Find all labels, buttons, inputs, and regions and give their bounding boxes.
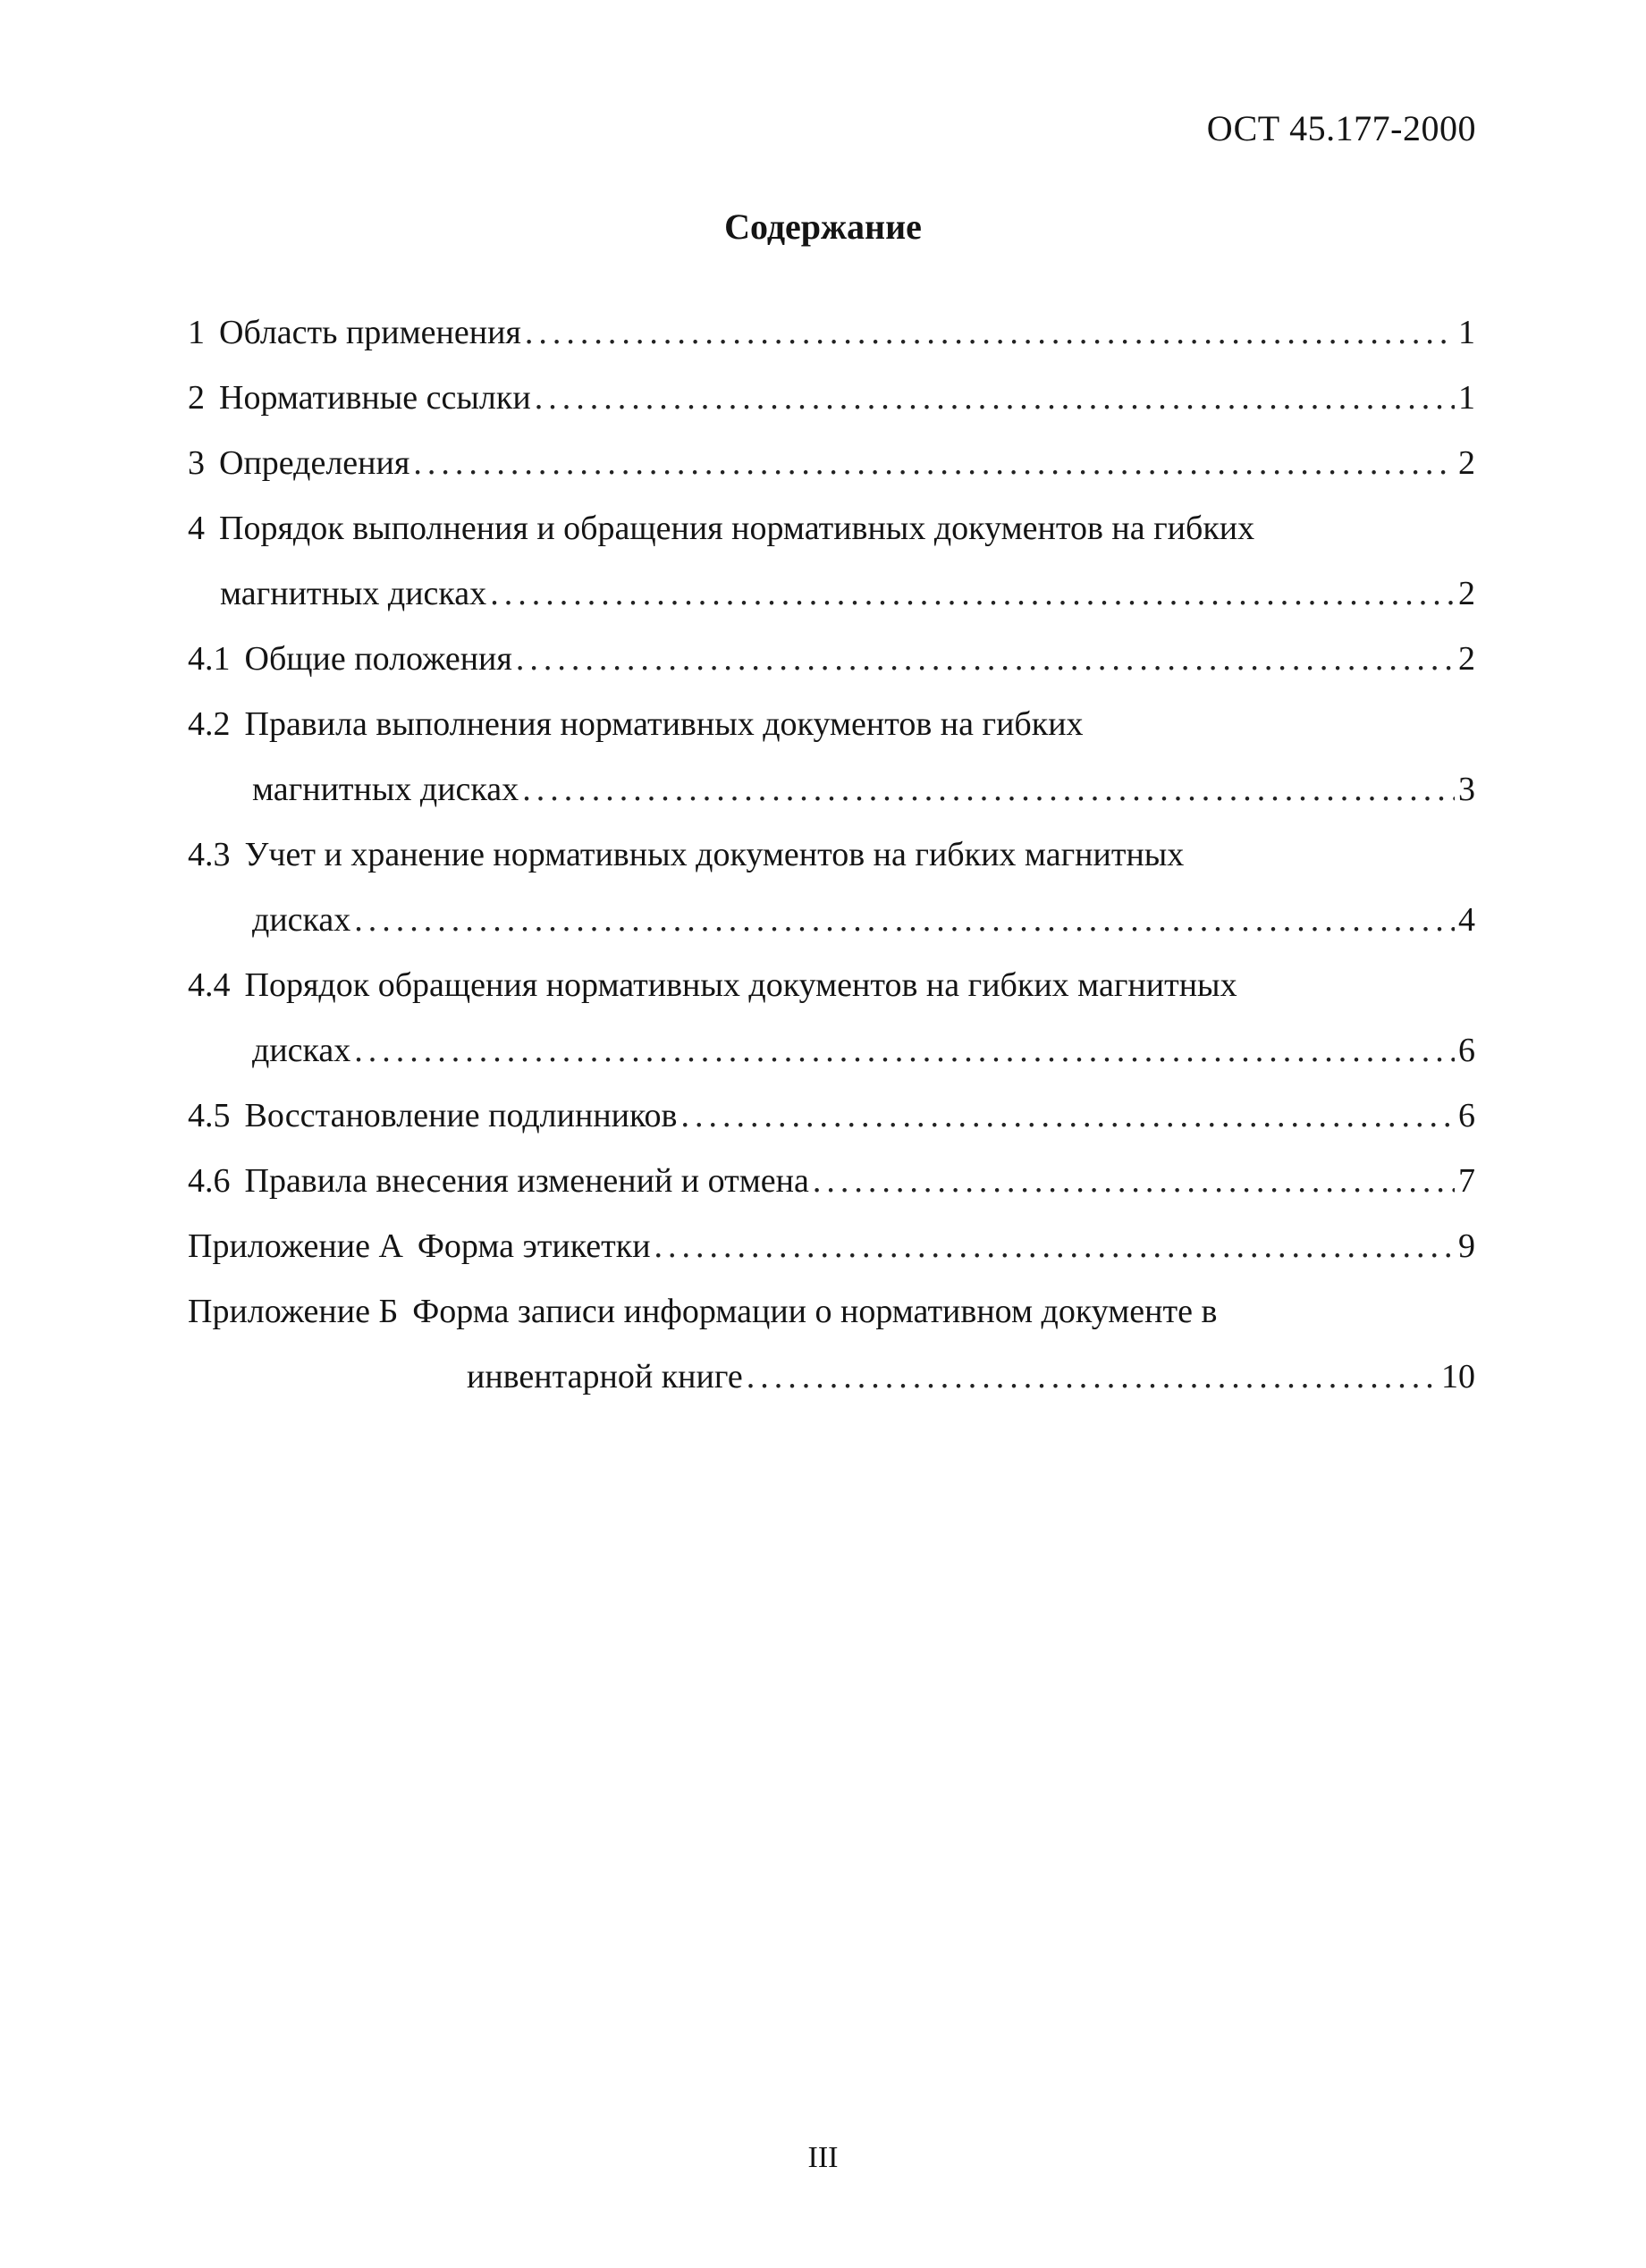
toc-entry-title: Учет и хранение нормативных документов на гибких магнитных [244, 836, 1185, 873]
toc-entry-title-continuation: магнитных дисках [220, 575, 487, 612]
toc-leader-dots [654, 1227, 1455, 1266]
toc-title: Содержание [724, 207, 922, 247]
toc-entry-page: 2 [1458, 444, 1475, 482]
toc-entry-title-continuation: магнитных дисках [252, 771, 519, 808]
toc-leader-dots [813, 1161, 1455, 1201]
toc-entry-appendix-a[interactable] [188, 1227, 1475, 1292]
toc-entry-title-continuation: дисках [252, 901, 351, 939]
toc-entry-number: Приложение А [188, 1227, 403, 1265]
toc-leader-dots [490, 574, 1455, 613]
toc-entry-title: Определения [219, 444, 410, 482]
toc-entry-title: Форма записи информации о нормативном документе в [412, 1293, 1218, 1330]
toc-entry-number: 2 [188, 379, 205, 417]
page-number: III [807, 2141, 839, 2174]
toc-entry-number: 4.1 [188, 640, 231, 678]
toc-entry-appendix-b-continuation[interactable] [188, 1357, 1475, 1422]
toc-entry-number: 4.6 [188, 1162, 231, 1200]
toc-entry-page: 2 [1458, 640, 1475, 678]
toc-entry-4-3[interactable] [188, 835, 1475, 900]
toc-entry-4-4-continuation[interactable] [188, 1031, 1475, 1096]
toc-entry-title-continuation: дисках [252, 1032, 351, 1069]
toc-leader-dots [680, 1096, 1455, 1135]
toc-entry-4-3-continuation[interactable] [188, 900, 1475, 965]
toc-entry-page: 7 [1458, 1162, 1475, 1200]
toc-entry-page: 2 [1458, 575, 1475, 612]
toc-entry-2[interactable] [188, 378, 1475, 443]
toc-entry-4-1[interactable] [188, 639, 1475, 704]
toc-entry-title: Порядок обращения нормативных документов на гибких магнитных [244, 966, 1237, 1004]
toc-entry-4[interactable] [188, 509, 1475, 574]
toc-entry-number: 4.2 [188, 705, 231, 743]
toc-leader-dots [525, 313, 1455, 352]
toc-entry-title: Область применения [219, 314, 521, 351]
toc-entry-number: 1 [188, 314, 205, 351]
toc-entry-title-continuation: инвентарной книге [467, 1358, 743, 1395]
toc-entry-title: Правила выполнения нормативных документов на гибких [244, 705, 1084, 743]
toc-entry-4-5[interactable] [188, 1096, 1475, 1161]
toc-entry-4-6[interactable] [188, 1161, 1475, 1227]
toc-entry-title: Порядок выполнения и обращения нормативных документов на гибких [219, 510, 1255, 547]
toc-entry-page: 4 [1458, 901, 1475, 939]
toc-entry-number: 4.3 [188, 836, 231, 873]
toc-leader-dots [747, 1357, 1438, 1396]
toc-entry-number: 3 [188, 444, 205, 482]
document-code: ОСТ 45.177-2000 [1206, 108, 1476, 148]
toc-entry-page: 10 [1441, 1358, 1475, 1395]
toc-leader-dots [516, 639, 1455, 679]
toc-entry-title: Правила внесения изменений и отмена [244, 1162, 809, 1200]
toc-entry-title: Нормативные ссылки [219, 379, 531, 417]
toc-entry-title: Общие положения [244, 640, 512, 678]
table-of-contents [188, 313, 1475, 1422]
toc-entry-title: Форма этикетки [417, 1227, 651, 1265]
toc-leader-dots [354, 900, 1455, 940]
toc-entry-4-continuation[interactable] [188, 574, 1475, 639]
toc-entry-4-4[interactable] [188, 965, 1475, 1031]
toc-entry-4-2[interactable] [188, 704, 1475, 770]
toc-entry-page: 9 [1458, 1227, 1475, 1265]
toc-entry-1[interactable] [188, 313, 1475, 378]
toc-entry-number: 4.4 [188, 966, 231, 1004]
toc-entry-page: 6 [1458, 1097, 1475, 1134]
toc-entry-page: 3 [1458, 771, 1475, 808]
toc-leader-dots [413, 443, 1455, 483]
toc-entry-number: 4.5 [188, 1097, 231, 1134]
toc-leader-dots [535, 378, 1455, 417]
toc-entry-number: Приложение Б [188, 1293, 399, 1330]
toc-entry-page: 1 [1458, 379, 1475, 417]
toc-entry-4-2-continuation[interactable] [188, 770, 1475, 835]
toc-entry-appendix-b[interactable] [188, 1292, 1475, 1357]
toc-entry-page: 6 [1458, 1032, 1475, 1069]
toc-entry-3[interactable] [188, 443, 1475, 509]
toc-leader-dots [522, 770, 1455, 809]
toc-entry-title: Восстановление подлинников [244, 1097, 678, 1134]
toc-entry-page: 1 [1458, 314, 1475, 351]
toc-leader-dots [354, 1031, 1455, 1070]
toc-entry-number: 4 [188, 510, 205, 547]
